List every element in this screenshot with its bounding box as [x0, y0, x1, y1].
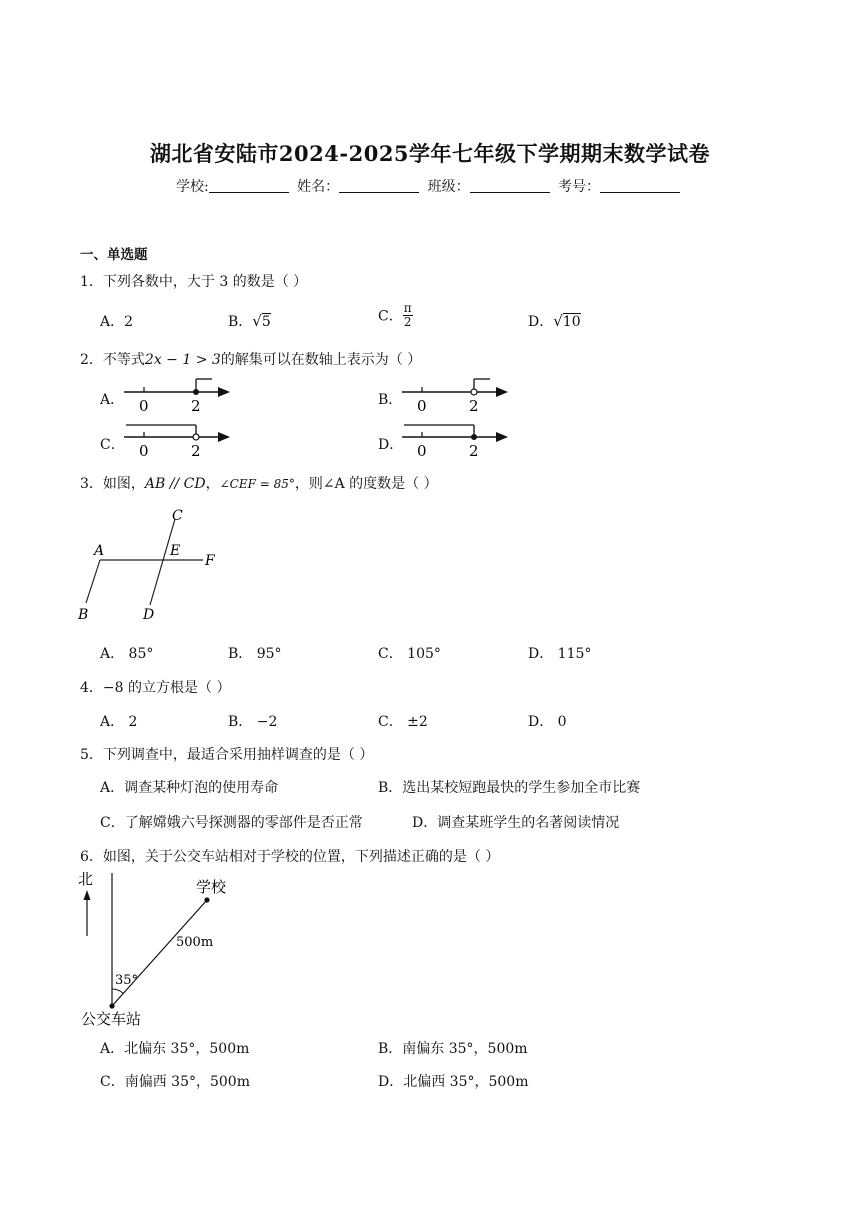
point-f-label: F: [205, 553, 215, 569]
class-blank: [470, 178, 550, 193]
station-point: [109, 1003, 114, 1008]
question-5-option-a: A．调查某种灯泡的使用寿命: [100, 780, 279, 796]
question-1-option-a: A．2: [100, 314, 134, 330]
name-blank: [339, 178, 419, 193]
question-4-option-b: B． −2: [228, 714, 278, 730]
question-1-option-b: B．√5: [228, 312, 271, 330]
point-b-label: B: [78, 607, 89, 623]
question-5-option-d: D．调查某班学生的名著阅读情况: [412, 815, 620, 831]
question-1-option-d: D．√10: [528, 312, 581, 330]
school-blank: [209, 178, 289, 193]
angle-label: 35°: [115, 973, 139, 988]
school-label: 学校:: [175, 179, 209, 195]
station-label: 公交车站: [81, 1010, 142, 1028]
question-6-stem: 6．如图，关于公交车站相对于学校的位置，下列描述正确的是（ ）: [80, 849, 500, 865]
tick-label-0: 0: [417, 442, 427, 460]
parallel-lines-figure: [78, 505, 228, 627]
north-arrow-icon: [84, 890, 91, 900]
school-label: 学校: [196, 878, 227, 896]
question-5-stem: 5．下列调查中，最适合采用抽样调查的是（ ）: [80, 747, 374, 763]
question-6-option-d: D．北偏西 35°，500m: [378, 1074, 529, 1090]
question-5-option-b: B．选出某校短跑最快的学生参加全市比赛: [378, 780, 641, 796]
north-label: 北: [78, 870, 94, 888]
section-heading: 一、单选题: [80, 247, 148, 263]
question-4-option-a: A． 2: [100, 714, 138, 730]
question-3-stem: 3．如图，AB // CD，∠CEF = 85°，则∠A 的度数是（ ）: [80, 476, 438, 492]
tick-label-0: 0: [139, 397, 149, 415]
number-blank: [600, 178, 680, 193]
question-4-stem: 4．−8 的立方根是（ ）: [80, 680, 231, 696]
question-4-option-d: D． 0: [528, 714, 567, 730]
name-label: 姓名：: [297, 179, 340, 195]
number-label: 考号：: [558, 179, 601, 195]
tick-label-2: 2: [191, 442, 201, 460]
question-1-stem: 1．下列各数中，大于 3 的数是（ ）: [80, 274, 308, 290]
tick-label-2: 2: [191, 397, 201, 415]
point-c-label: C: [172, 508, 183, 524]
page-title: 湖北省安陆市2024-2025学年七年级下学期期末数学试卷: [149, 141, 711, 166]
number-line-b: [402, 376, 512, 414]
number-line-c: [124, 421, 234, 459]
question-1-option-c: C． $\frac{\pi}{2}$: [378, 301, 412, 329]
point-e-label: E: [170, 543, 181, 559]
tick-label-2: 2: [469, 442, 479, 460]
question-3-option-d: D． 115°: [528, 646, 592, 662]
question-6-option-b: B．南偏东 35°，500m: [378, 1041, 528, 1057]
question-3-option-c: C． 105°: [378, 646, 441, 662]
point-a-label: A: [94, 543, 105, 559]
tick-label-0: 0: [139, 442, 149, 460]
question-4-option-c: C． ±2: [378, 714, 428, 730]
question-2-label-c: C．: [100, 437, 125, 453]
number-line-a: [124, 376, 234, 414]
question-3-option-b: B． 95°: [228, 646, 282, 662]
point-d-label: D: [143, 607, 155, 623]
question-2-label-a: A．: [100, 392, 125, 408]
student-info-line: [0, 176, 860, 196]
question-2-label-b: B．: [378, 392, 403, 408]
number-line-d: [402, 421, 512, 459]
school-point: [204, 897, 209, 902]
question-3-option-a: A． 85°: [100, 646, 154, 662]
distance-label: 500m: [176, 935, 214, 950]
class-label: 班级：: [427, 179, 470, 195]
question-5-option-c: C．了解嫦娥六号探测器的零部件是否正常: [100, 815, 363, 831]
tick-label-2: 2: [469, 397, 479, 415]
bus-station-figure: [76, 868, 256, 1030]
tick-label-0: 0: [417, 397, 427, 415]
question-6-option-c: C．南偏西 35°，500m: [100, 1074, 250, 1090]
question-2-label-d: D．: [378, 437, 404, 453]
question-2-stem: 2．不等式2x − 1 > 3的解集可以在数轴上表示为（ ）: [80, 352, 422, 368]
question-6-option-a: A．北偏东 35°，500m: [100, 1041, 250, 1057]
